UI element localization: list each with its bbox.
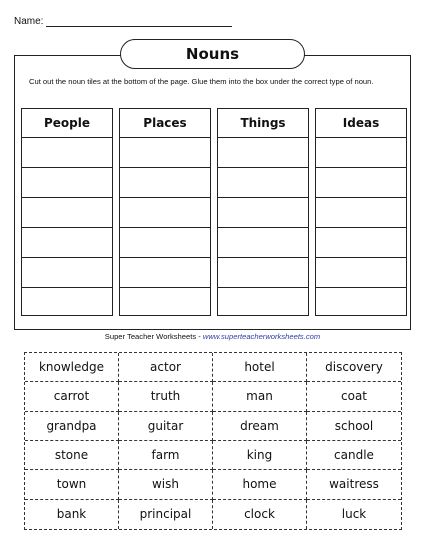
noun-tile[interactable]: grandpa [25,412,119,441]
noun-tile[interactable]: home [213,470,307,499]
column-header-people: People [22,109,112,138]
glue-box[interactable] [218,198,308,228]
noun-tile[interactable]: discovery [307,353,401,382]
glue-box[interactable] [22,288,112,318]
glue-box[interactable] [120,198,210,228]
noun-tile[interactable]: town [25,470,119,499]
noun-tile[interactable]: clock [213,500,307,529]
instructions-text: Cut out the noun tiles at the bottom of the page. Glue them into the box under the correct type of noun. [29,77,374,86]
noun-tile[interactable]: actor [119,353,213,382]
name-line[interactable] [46,17,232,27]
noun-tile[interactable]: truth [119,382,213,411]
glue-box[interactable] [218,168,308,198]
glue-box[interactable] [218,288,308,318]
glue-box[interactable] [120,288,210,318]
footer-url-link[interactable]: www.superteacherworksheets.com [202,332,321,341]
glue-box[interactable] [316,198,406,228]
glue-box[interactable] [120,168,210,198]
noun-tile[interactable]: king [213,441,307,470]
glue-box[interactable] [218,228,308,258]
glue-box[interactable] [120,138,210,168]
glue-box[interactable] [316,228,406,258]
column-ideas [315,108,407,316]
noun-tile[interactable]: candle [307,441,401,470]
noun-tile[interactable]: wish [119,470,213,499]
noun-tile[interactable]: knowledge [25,353,119,382]
column-header-places: Places [120,109,210,138]
glue-box[interactable] [22,168,112,198]
column-people [21,108,113,316]
noun-tile[interactable]: man [213,382,307,411]
footer-text: Super Teacher Worksheets - [104,332,203,341]
noun-tile[interactable]: stone [25,441,119,470]
glue-box[interactable] [22,138,112,168]
glue-box[interactable] [22,228,112,258]
name-label: Name: [14,16,44,27]
glue-box[interactable] [22,258,112,288]
column-header-things: Things [218,109,308,138]
glue-box[interactable] [120,258,210,288]
noun-tile[interactable]: coat [307,382,401,411]
glue-box[interactable] [316,168,406,198]
noun-tile[interactable]: farm [119,441,213,470]
glue-box[interactable] [316,138,406,168]
noun-tiles-grid [24,352,402,530]
worksheet-title: Nouns [120,39,305,69]
column-header-ideas: Ideas [316,109,406,138]
glue-box[interactable] [316,288,406,318]
noun-tile[interactable]: carrot [25,382,119,411]
noun-tile[interactable]: school [307,412,401,441]
noun-tile[interactable]: hotel [213,353,307,382]
noun-tile[interactable]: waitress [307,470,401,499]
noun-tile[interactable]: luck [341,507,367,522]
noun-tile[interactable]: bank [25,500,119,529]
glue-box[interactable] [218,258,308,288]
column-places [119,108,211,316]
glue-box[interactable] [218,138,308,168]
glue-box[interactable] [120,228,210,258]
noun-tile[interactable]: guitar [119,412,213,441]
noun-tile[interactable]: dream [213,412,307,441]
glue-box[interactable] [22,198,112,228]
noun-tile[interactable]: principal [119,500,213,529]
glue-box[interactable] [316,258,406,288]
footer-credit [0,332,425,341]
name-field[interactable] [14,16,232,27]
column-things [217,108,309,316]
